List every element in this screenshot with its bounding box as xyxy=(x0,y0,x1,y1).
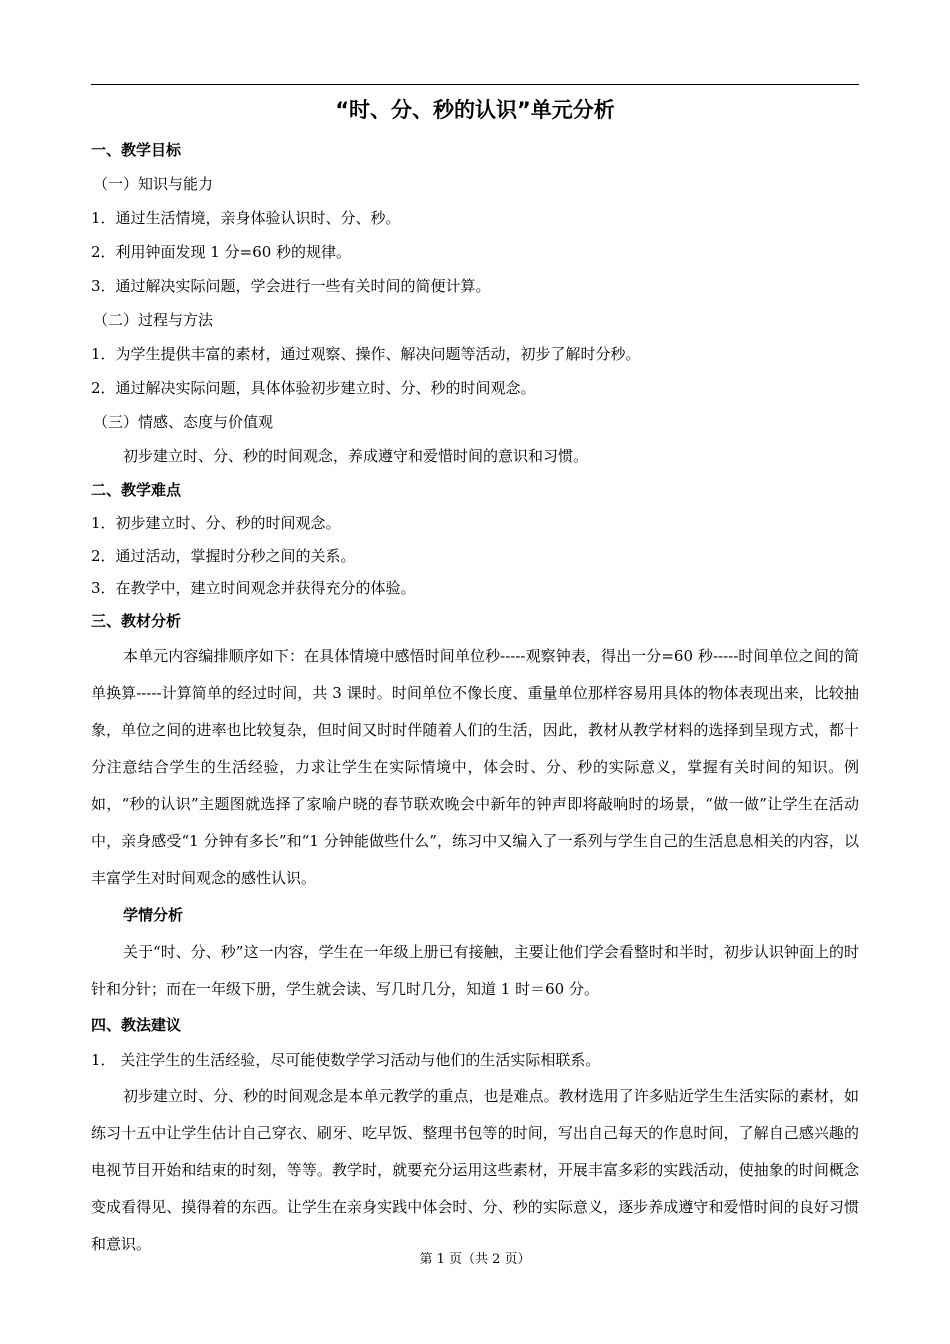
teaching-suggestions-paragraph: 初步建立时、分、秒的时间观念是本单元教学的重点，也是难点。教材选用了许多贴近学生生活实际的素材，如练习十五中让学生估计自己穿衣、刷牙、吃早饭、整理书包等的时间，写出自己每天的作息时间，了解自己感兴趣的电视节目开始和结束的时刻，等等。教学时，就要充分运用这些素材，开展丰富多彩的实践活动，使抽象的时间概念变成看得见、摸得着的东西。让学生在亲身实践中体会时、分、秒的实际意义，逐步养成遵守和爱惜时间的良好习惯和意识。 xyxy=(91,1087,859,1253)
list-item: 3．在教学中，建立时间观念并获得充分的体验。 xyxy=(91,579,416,597)
subheading-process: （二）过程与方法 xyxy=(93,311,214,329)
subheading-student-analysis: 学情分析 xyxy=(123,906,184,924)
subheading-attitude: （三）情感、态度与价值观 xyxy=(93,413,274,431)
list-item: 2．通过解决实际问题，具体体验初步建立时、分、秒的时间观念。 xyxy=(91,379,536,397)
subheading-knowledge: （一）知识与能力 xyxy=(93,175,214,193)
section-heading-materials: 三、教材分析 xyxy=(91,612,182,630)
header-rule xyxy=(91,84,859,85)
materials-paragraph: 本单元内容编排顺序如下：在具体情境中感悟时间单位秒-----观察钟表，得出一分=60 秒-----时间单位之间的简单换算-----计算简单的经过时间，共 3 课时。时间单位不像长度、重量单位那样容易用具体的物体表现出来，比较抽象，单位之间的进率也比较复杂，但时间又时时伴随着人们的生活，因此，教材从教学材料的选择到呈现方式，都十分注意结合学生的生活经验，力求让学生在实际情境中，体会时、分、秒的实际意义，掌握有关时间的知识。例如，“秒的认识”主题图就选择了家喻户晓的春节联欢晚会中新年的钟声即将敲响时的场景，“做一做”让学生在活动中，亲身感受“1 分钟有多长”和“1 分钟能做些什么”，练习中又编入了一系列与学生自己的生活息息相关的内容，以丰富学生对时间观念的感性认识。 xyxy=(91,647,859,887)
list-item: 1．初步建立时、分、秒的时间观念。 xyxy=(91,514,341,532)
section-heading-objectives: 一、教学目标 xyxy=(91,141,182,159)
list-item: 1． 关注学生的生活经验，尽可能使数学学习活动与他们的生活实际相联系。 xyxy=(91,1051,601,1069)
document-title: “时、分、秒的认识”单元分析 xyxy=(335,98,615,122)
list-item: 2．通过活动，掌握时分秒之间的关系。 xyxy=(91,547,356,565)
attitude-text: 初步建立时、分、秒的时间观念，养成遵守和爱惜时间的意识和习惯。 xyxy=(123,447,589,465)
page-footer: 第 1 页（共 2 页） xyxy=(419,1252,531,1267)
document-body xyxy=(91,133,859,1263)
list-item: 1．通过生活情境，亲身体验认识时、分、秒。 xyxy=(91,209,401,227)
list-item: 3．通过解决实际问题，学会进行一些有关时间的简便计算。 xyxy=(91,277,491,295)
student-analysis-paragraph: 关于“时、分、秒”这一内容，学生在一年级上册已有接触，主要让他们学会看整时和半时，初步认识钟面上的时针和分针；而在一年级下册，学生就会读、写几时几分，知道 1 时＝60 分。 xyxy=(91,943,859,998)
section-heading-teaching-suggestions: 四、教法建议 xyxy=(91,1016,182,1034)
list-item: 2．利用钟面发现 1 分=60 秒的规律。 xyxy=(91,243,352,261)
section-heading-difficulties: 二、教学难点 xyxy=(91,481,182,499)
list-item: 1．为学生提供丰富的素材，通过观察、操作、解决问题等活动，初步了解时分秒。 xyxy=(91,345,641,363)
